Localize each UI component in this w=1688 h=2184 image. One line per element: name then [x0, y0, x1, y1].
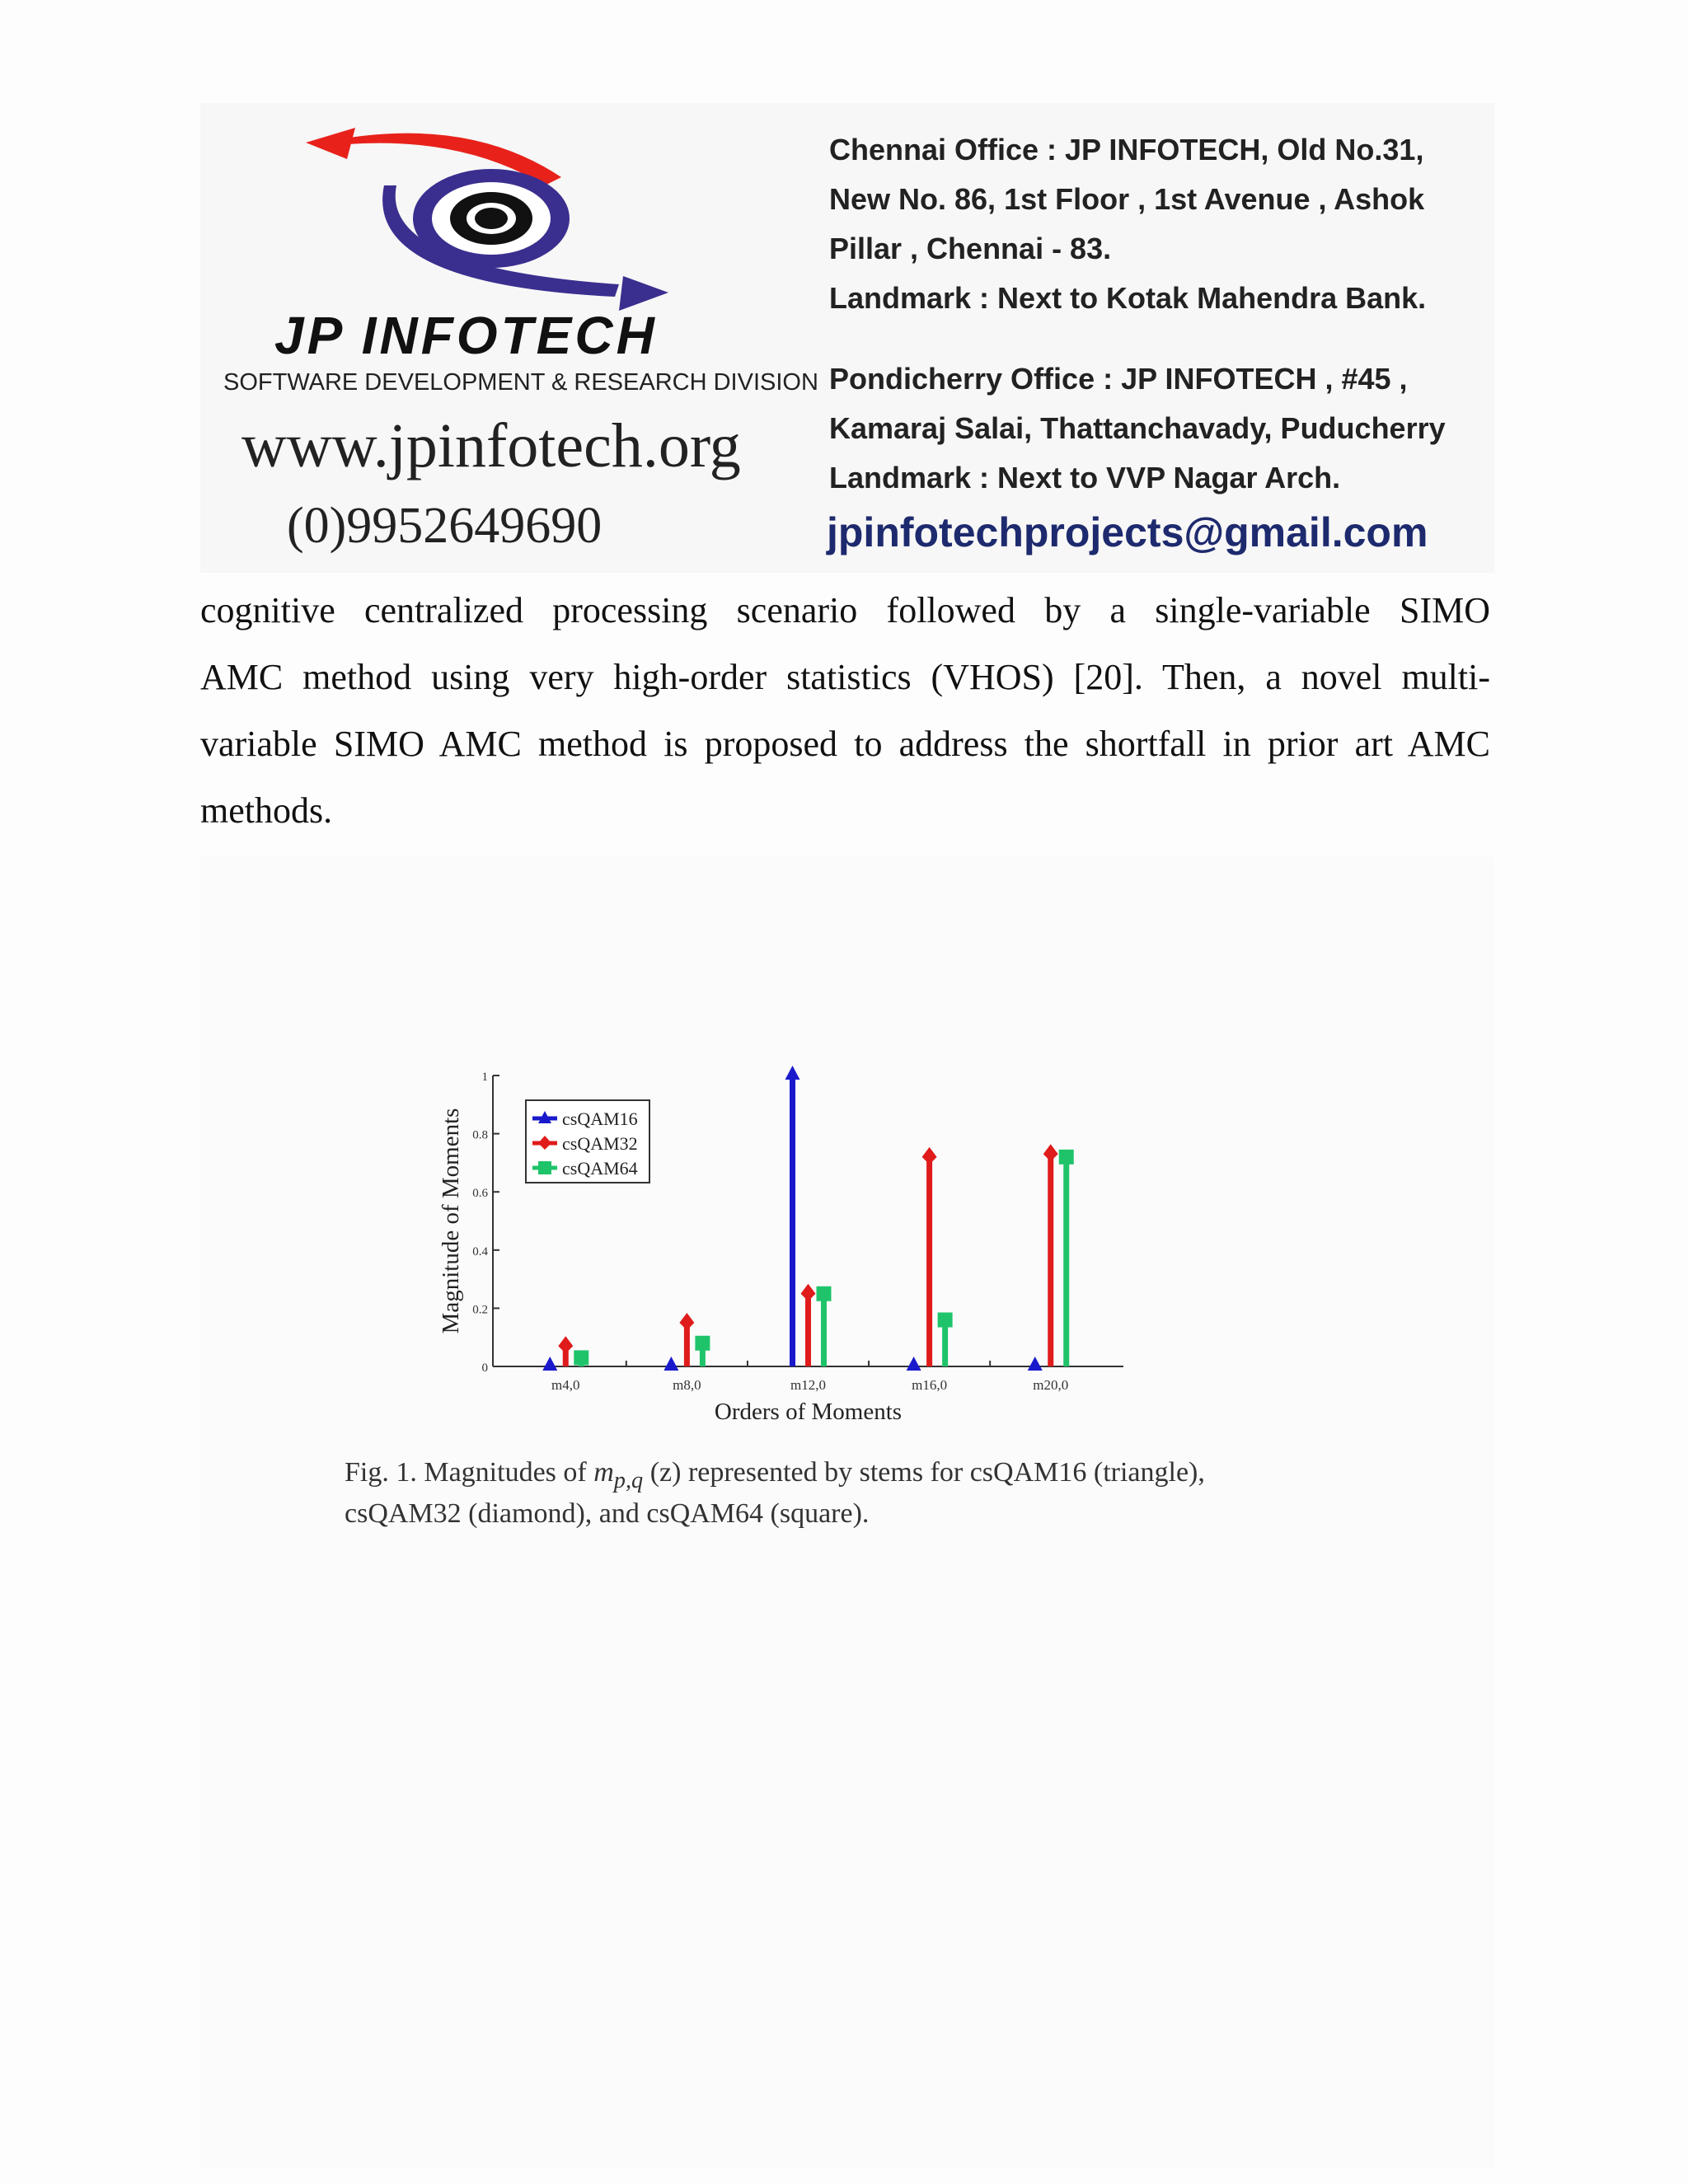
- legend-label: csQAM64: [562, 1158, 638, 1179]
- stem-marker-diamond: [801, 1284, 816, 1301]
- stem-marker-triangle: [907, 1357, 921, 1371]
- stem-marker-triangle: [785, 1066, 800, 1080]
- chennai-office-line: Pillar , Chennai - 83.: [829, 232, 1112, 265]
- x-tick-label: m8,0: [673, 1377, 701, 1393]
- caption-mid: (z) represented by stems for csQAM16 (triangle),: [643, 1457, 1205, 1488]
- stem-marker-triangle: [1028, 1357, 1043, 1371]
- chennai-office-line: Chennai Office : JP INFOTECH, Old No.31,: [829, 133, 1424, 166]
- x-tick-label: m12,0: [790, 1377, 826, 1393]
- y-tick-label: 0: [481, 1361, 488, 1375]
- brand-subtitle: SOFTWARE DEVELOPMENT & RESEARCH DIVISION: [223, 369, 818, 396]
- x-tick-label: m20,0: [1033, 1377, 1069, 1393]
- pondicherry-office-line: Pondicherry Office : JP INFOTECH , #45 ,: [829, 362, 1408, 396]
- stem-marker-triangle: [663, 1357, 678, 1371]
- paragraph-line: variable SIMO AMC method is proposed to address the shortfall in prior art AMC: [200, 724, 1490, 764]
- jp-infotech-logo-icon: [298, 120, 726, 317]
- paragraph-line: AMC method using very high-order statistics (VHOS) [20]. Then, a novel multi-: [200, 657, 1490, 697]
- x-tick-label: m16,0: [912, 1377, 948, 1393]
- pondicherry-office-line: Kamaraj Salai, Thattanchavady, Puducherry: [829, 411, 1446, 445]
- body-paragraph: [200, 577, 1490, 844]
- caption-symbol: m: [593, 1457, 614, 1488]
- stem-marker-diamond: [558, 1336, 573, 1353]
- chennai-office-line: Landmark : Next to Kotak Mahendra Bank.: [829, 281, 1427, 315]
- y-tick-label: 0.4: [472, 1244, 488, 1258]
- chennai-office-address: [829, 125, 1426, 323]
- legend-label: csQAM32: [562, 1133, 638, 1154]
- moments-stem-chart: [221, 1038, 1144, 1434]
- stem-marker-diamond: [679, 1313, 694, 1330]
- y-tick-label: 1: [481, 1071, 488, 1084]
- chennai-office-line: New No. 86, 1st Floor , 1st Avenue , Ashok: [829, 182, 1425, 216]
- y-tick-label: 0.2: [472, 1303, 488, 1317]
- pondicherry-office-address: [829, 354, 1446, 503]
- stem-marker-square: [817, 1286, 832, 1301]
- paragraph-line: methods.: [200, 790, 333, 831]
- stem-marker-square: [695, 1336, 710, 1351]
- x-axis-label: Orders of Moments: [714, 1399, 903, 1425]
- caption-line-2: csQAM32 (diamond), and csQAM64 (square).: [345, 1497, 870, 1529]
- stem-marker-square: [574, 1350, 588, 1365]
- logo-eye-pupil: [475, 208, 508, 229]
- x-tick-label: m4,0: [551, 1377, 580, 1393]
- pondicherry-office-line: Landmark : Next to VVP Nagar Arch.: [829, 461, 1341, 494]
- stem-marker-square: [1059, 1150, 1074, 1165]
- y-axis-label: Magnitude of Moments: [438, 1108, 464, 1334]
- brand-phone: (0)9952649690: [287, 498, 603, 554]
- caption-subscript: p,q: [613, 1467, 644, 1493]
- caption-line-1: [345, 1456, 1334, 1497]
- figure-caption: [345, 1456, 1334, 1530]
- stem-marker-diamond: [922, 1147, 937, 1165]
- stem-marker-triangle: [542, 1357, 557, 1371]
- contact-email: jpinfotechprojects@gmail.com: [827, 509, 1428, 555]
- paragraph-line: cognitive centralized processing scenario followed by a single-variable SIMO: [200, 590, 1490, 630]
- header-banner: [200, 103, 1494, 573]
- stem-marker-square: [938, 1313, 953, 1328]
- stem-marker-diamond: [1043, 1144, 1058, 1161]
- y-tick-label: 0.8: [472, 1128, 488, 1142]
- logo-red-arrowhead: [306, 128, 355, 159]
- caption-prefix: Fig. 1. Magnitudes of: [345, 1457, 594, 1488]
- y-tick-label: 0.6: [472, 1187, 488, 1201]
- legend-marker-square: [538, 1161, 551, 1174]
- legend-label: csQAM16: [562, 1108, 638, 1129]
- brand-name: JP INFOTECH: [274, 306, 658, 365]
- brand-website: www.jpinfotech.org: [241, 411, 741, 480]
